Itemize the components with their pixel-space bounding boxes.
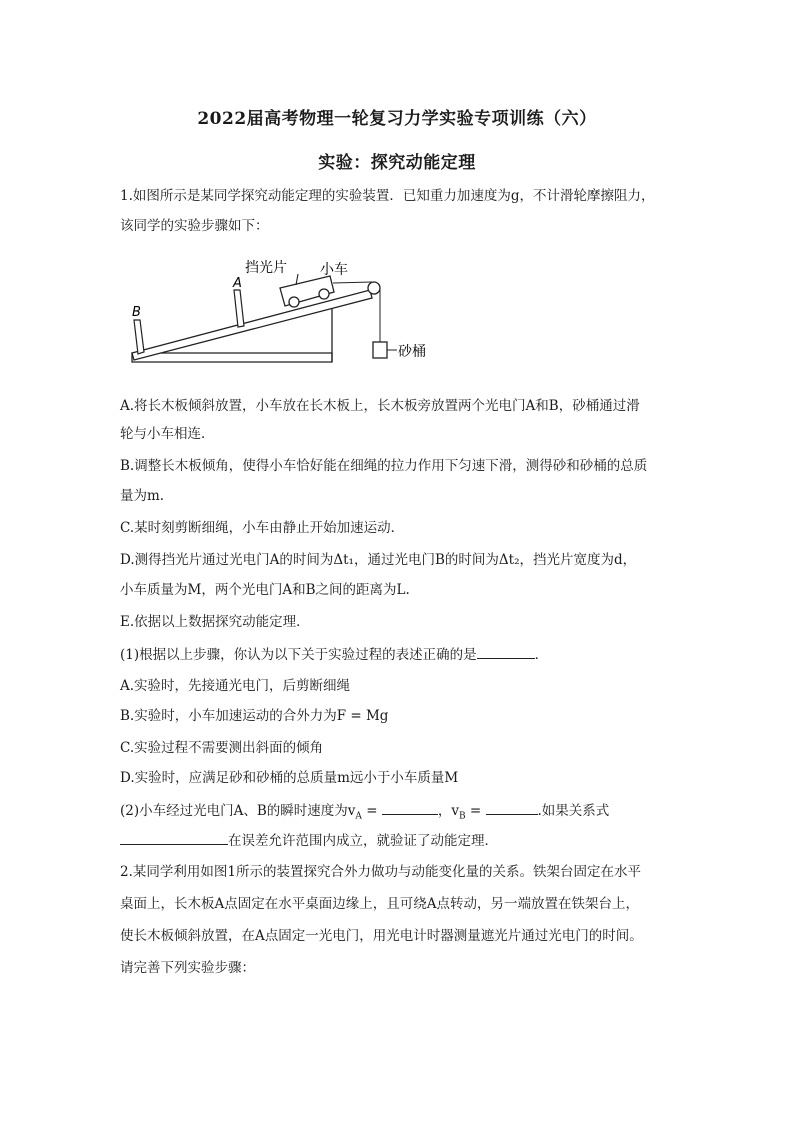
label-shade: 挡光片 [245,260,287,276]
q1-step-d-line1: D.测得挡光片通过光电门A的时间为Δt₁，通过光电门B的时间为Δt₂，挡光片宽度为d， [120,552,637,568]
q1-sub1-text: (1)根据以上步骤，你认为以下关于实验过程的表述正确的是 [120,647,477,663]
q1-option-b: B.实验时，小车加速运动的合外力为F = Mg [120,708,389,724]
q1-step-b-line2: 量为m. [120,488,165,504]
vB-subscript: B [458,811,466,822]
q1-intro-line1: 1.如图所示是某同学探究动能定理的实验装置．已知重力加速度为g，不计滑轮摩擦阻力， [120,188,655,204]
pulley [368,282,380,294]
sand-bucket [373,342,387,358]
q1-step-c: C.某时刻剪断细绳，小车由静止开始加速运动． [120,520,405,536]
apparatus-figure [120,250,450,375]
label-b: B [132,305,141,320]
q2-line3: 使长木板倾斜放置，在A点固定一光电门，用光电计时器测量遮光片通过光电门的时间。 [120,928,643,944]
q1-intro-line2: 该同学的实验步骤如下： [120,218,269,234]
label-bucket: 砂桶 [398,344,426,360]
page-subtitle: 实验：探究动能定理 [318,153,476,173]
vA-subscript: A [355,811,362,822]
answer-blank-va[interactable] [382,800,438,815]
q1-step-e: E.依据以上数据探究动能定理． [120,614,310,630]
answer-blank-vb[interactable] [486,800,538,815]
q1-sub2-suffix: .如果关系式 [537,803,610,819]
q2-line1: 2.某同学利用如图1所示的装置探究合外力做功与动能变化量的关系。铁架台固定在水平 [120,864,641,880]
q1-step-a-line1: A.将长木板倾斜放置，小车放在长木板上，长木板旁放置两个光电门A和B，砂桶通过滑 [120,398,640,414]
q2-line4: 请完善下列实验步骤： [120,960,255,976]
q1-sub1 [120,644,680,665]
q1-step-d-line2: 小车质量为M，两个光电门A和B之间的距离为L. [120,582,410,598]
q1-step-a-line2: 轮与小车相连． [120,426,215,442]
q1-sub2-sep: ，v [437,803,459,819]
q1-sub2-line1 [120,800,680,827]
gate-b [134,320,144,354]
q1-sub1-end: ． [534,647,549,663]
q1-sub2-eq-a: = [361,803,382,819]
q1-step-b-line1: B.调整长木板倾角，使得小车恰好能在细绳的拉力作用下匀速下滑，测得砂和砂桶的总质 [120,458,648,474]
page-title: 2022届高考物理一轮复习力学实验专项训练（六） [197,109,597,129]
q1-option-a: A.实验时，先接通光电门，后剪断细绳 [120,678,351,694]
q1-sub2-line2-text: 在误差允许范围内成立，就验证了动能定理． [228,833,498,849]
q1-sub2-line2 [120,830,680,851]
label-cart: 小车 [320,262,348,278]
q1-option-c: C.实验过程不需要测出斜面的倾角 [120,740,324,756]
q1-sub2-prefix: (2)小车经过光电门A、B的瞬时速度为v [120,803,356,819]
gate-a [234,290,244,327]
answer-blank-relation[interactable] [120,830,228,845]
answer-blank-1[interactable] [477,644,535,659]
label-a: A [233,276,242,291]
q1-sub2-eq-b: = [465,803,486,819]
q2-line2: 桌面上，长木板A点固定在水平桌面边缘上，且可绕A点转动，另一端放置在铁架台上， [120,896,639,912]
q1-option-d: D.实验时，应满足砂和砂桶的总质量m远小于小车质量M [120,770,459,786]
